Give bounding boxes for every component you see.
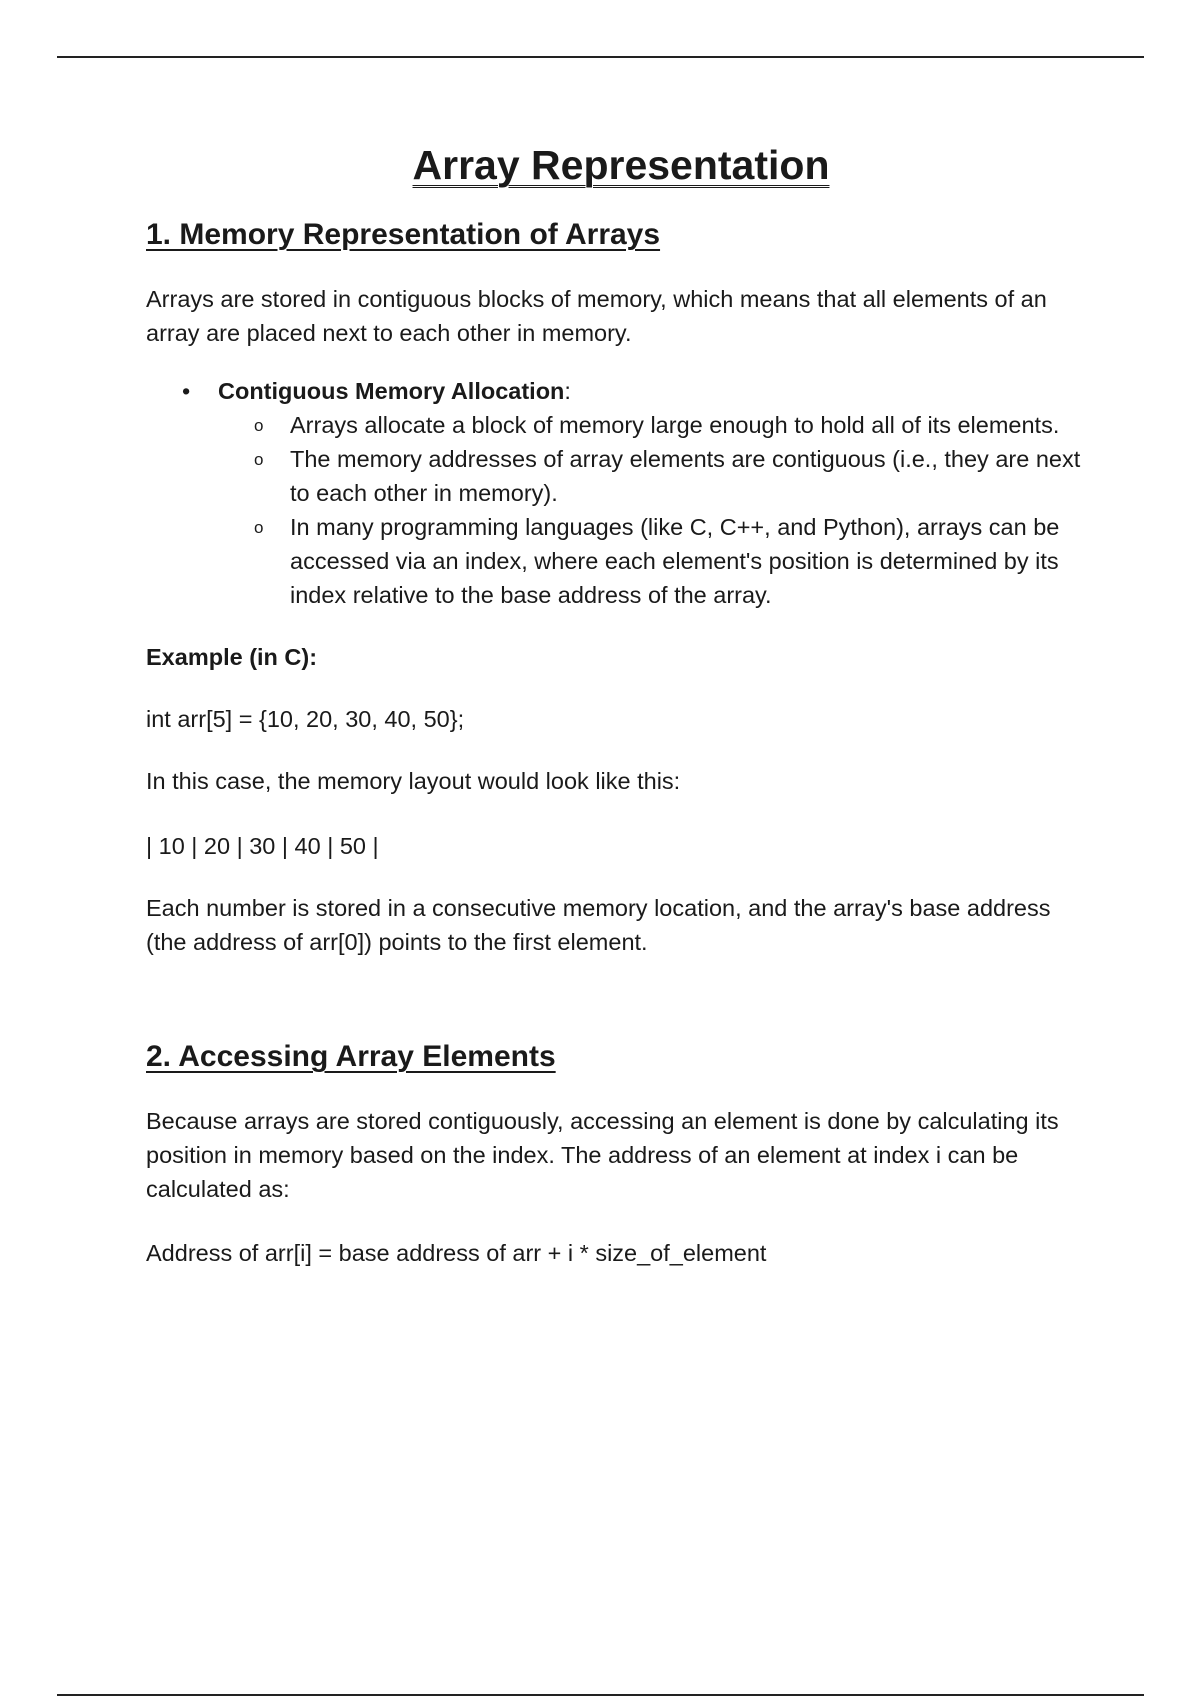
section-2-body: Because arrays are stored contiguously, accessing an element is done by calculating its position in memory based on the index. The address of an element at index i can be calculated as: — [146, 1108, 1059, 1203]
sub-bullet-text: Arrays allocate a block of memory large enough to hold all of its elements. — [290, 412, 1060, 439]
document-title: Array Representation — [412, 142, 830, 188]
section-1-intro: Arrays are stored in contiguous blocks of memory, which means that all elements of an array are placed next to each other in memory. — [146, 286, 1047, 347]
sub-bullet-text: In many programming languages (like C, C++, and Python), arrays can be accessed via an index, where each element's position is determined by its index relative to the base address of the array. — [290, 514, 1060, 609]
sub-bullet-text: The memory addresses of array elements are contiguous (i.e., they are next to each other in memory). — [290, 446, 1081, 507]
code-line: int arr[5] = {10, 20, 30, 40, 50}; — [146, 706, 465, 733]
bullet-label: Contiguous Memory Allocation — [218, 378, 565, 405]
document-body — [146, 140, 1096, 1270]
sub-bullet-list — [146, 408, 1096, 612]
footer-rule — [57, 1694, 1144, 1696]
section-1-heading: 1. Memory Representation of Arrays — [146, 218, 661, 252]
bullet-marker: • — [182, 378, 191, 405]
address-formula: Address of arr[i] = base address of arr + i * size_of_element — [146, 1240, 767, 1267]
sub-bullet-marker: o — [254, 450, 264, 470]
list-item — [146, 374, 1096, 408]
sub-bullet-marker: o — [254, 518, 264, 538]
list-item — [146, 510, 1096, 612]
layout-intro: In this case, the memory layout would look like this: — [146, 768, 681, 795]
sub-bullet-marker: o — [254, 416, 264, 436]
list-item — [146, 408, 1096, 442]
memory-layout: | 10 | 20 | 30 | 40 | 50 | — [146, 833, 379, 860]
list-item — [146, 442, 1096, 510]
bullet-list — [146, 374, 1096, 408]
example-label: Example (in C): — [146, 644, 318, 671]
header-rule — [57, 56, 1144, 58]
section-1-closing: Each number is stored in a consecutive memory location, and the array's base address (the address of arr[0]) points to the first element. — [146, 895, 1051, 956]
bullet-label-suffix: : — [564, 378, 571, 405]
section-2-heading: 2. Accessing Array Elements — [146, 1040, 556, 1074]
